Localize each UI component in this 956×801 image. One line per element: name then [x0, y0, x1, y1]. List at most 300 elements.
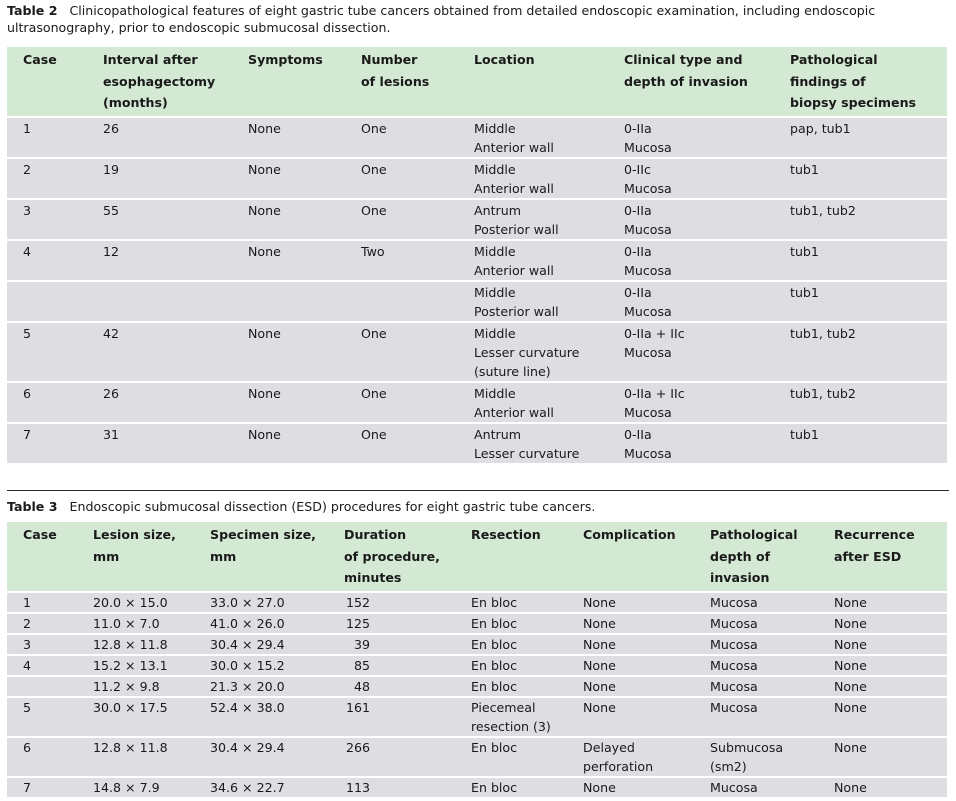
- table3-cell: [567, 675, 694, 696]
- table3-cell-text: Mucosa: [710, 779, 758, 795]
- table2-cell: [7, 321, 87, 381]
- table3-cell: [455, 654, 567, 675]
- table3-cell-text: 3: [23, 636, 32, 652]
- table3-cell-text: En bloc: [471, 657, 518, 673]
- table2-cell: [345, 280, 458, 321]
- table3-cell: [567, 736, 694, 776]
- table3-cell-text: 20.0 × 15.0: [93, 594, 168, 610]
- table2-cell: [608, 116, 774, 157]
- table2-cell: [232, 321, 345, 381]
- table3-cell: [77, 675, 194, 696]
- table3-cell: [694, 654, 818, 675]
- table3-cell-text: 11.2 × 9.8: [93, 678, 160, 694]
- table3-cell-text: Delayed: [583, 739, 635, 755]
- table2-header-cell: [458, 47, 608, 116]
- table2-cell: [7, 381, 87, 422]
- table3-cell: [818, 776, 947, 797]
- table2-cell-text: 26: [103, 120, 120, 136]
- table2-cell-text: One: [361, 161, 387, 177]
- table3-header-cell: [455, 522, 567, 591]
- table2-cell-text: Middle: [474, 243, 516, 259]
- table3-cell: [818, 654, 947, 675]
- table2-cell-text: 2: [23, 161, 32, 177]
- table3-cell-text: 33.0 × 27.0: [210, 594, 285, 610]
- table3-cell-text: 41.0 × 26.0: [210, 615, 285, 631]
- table3-cell: [194, 612, 328, 633]
- table2-cell-text: 42: [103, 325, 120, 341]
- table3-cell-text: None: [583, 636, 616, 652]
- table2-cell: [7, 116, 87, 157]
- table2-cell-text: One: [361, 202, 387, 218]
- table3-cell: [567, 654, 694, 675]
- table2-cell: [7, 239, 87, 280]
- table2-header-cell: [774, 47, 947, 116]
- table-row: [7, 422, 947, 463]
- table2-cell-text: One: [361, 325, 387, 341]
- table2-cell-text: Posterior wall: [474, 221, 559, 237]
- table3-cell: [455, 633, 567, 654]
- table2-cell: [345, 239, 458, 280]
- table3-cell: [567, 696, 694, 736]
- table2-cell: [608, 422, 774, 463]
- table2-cell-text: Middle: [474, 284, 516, 300]
- table3: [7, 522, 947, 797]
- table2-cell: [87, 116, 232, 157]
- table2-cell-text: Mucosa: [624, 445, 672, 461]
- table2-cell-text: One: [361, 426, 387, 442]
- table3-cell-text: 48: [353, 678, 370, 694]
- table2-header-cell: [608, 47, 774, 116]
- table2-cell: [7, 422, 87, 463]
- table2-header-text: Location: [474, 52, 535, 67]
- table2-cell-text: tub1: [790, 161, 819, 177]
- table-row: [7, 116, 947, 157]
- table3-header-text: mm: [210, 548, 237, 564]
- table3-cell: [7, 675, 77, 696]
- table3-cell: [567, 591, 694, 612]
- table3-header-cell: [7, 522, 77, 591]
- table2-cell-text: Mucosa: [624, 139, 672, 155]
- table3-header-cell: [694, 522, 818, 591]
- table3-cell: [7, 654, 77, 675]
- table3-cell: [818, 696, 947, 736]
- table2-header-text: Symptoms: [248, 52, 323, 67]
- table3-cell: [194, 696, 328, 736]
- table3-cell: [455, 736, 567, 776]
- table2-cell: [87, 321, 232, 381]
- table3-cell: [455, 591, 567, 612]
- table3-cell-text: 52.4 × 38.0: [210, 699, 285, 715]
- table3-header-cell: [328, 522, 455, 591]
- table3-cell: [694, 776, 818, 797]
- table2-header-cell: [87, 47, 232, 116]
- table2-header-text: Pathological: [790, 52, 878, 67]
- table2-cell-text: 0-IIa: [624, 120, 652, 136]
- table2-cell: [345, 422, 458, 463]
- table2-cell-text: Mucosa: [624, 180, 672, 196]
- table3-cell-text: 152: [345, 594, 370, 610]
- table3-cell: [7, 696, 77, 736]
- table2-cell: [232, 157, 345, 198]
- table2-header-text: esophagectomy: [103, 73, 216, 89]
- table3-cell-text: Mucosa: [710, 678, 758, 694]
- table2-cell-text: [248, 283, 345, 302]
- table3-cell-text: Mucosa: [710, 615, 758, 631]
- table3-top-rule: [7, 490, 949, 491]
- table3-header-text: Specimen size,: [210, 527, 316, 542]
- table3-cell: [7, 591, 77, 612]
- table3-header-row: [7, 522, 947, 591]
- table3-cell-text: En bloc: [471, 739, 518, 755]
- table3-cell-text: None: [583, 699, 616, 715]
- table3-cell-text: None: [834, 699, 867, 715]
- table2-cell: [345, 381, 458, 422]
- table2-cell: [7, 157, 87, 198]
- table2-cell: [7, 198, 87, 239]
- table3-cell-text: 7: [23, 779, 32, 795]
- table2-cell-text: tub1: [790, 243, 819, 259]
- table3-cell-text: 113: [345, 779, 370, 795]
- table2-cell-text: Two: [361, 243, 385, 259]
- table2-cell: [458, 157, 608, 198]
- table3-cell: [567, 776, 694, 797]
- table3-cell-text: None: [834, 678, 867, 694]
- table-row: [7, 198, 947, 239]
- table2-cell-text: Anterior wall: [474, 180, 554, 196]
- table3-cell-text: (sm2): [710, 758, 747, 774]
- table2-cell: [458, 381, 608, 422]
- table2-header-text: findings of: [790, 73, 866, 89]
- table2-cell-text: Lesser curvature: [474, 445, 580, 461]
- table2-cell: [232, 381, 345, 422]
- table3-cell: [328, 591, 455, 612]
- table2-header-text: Number: [361, 52, 418, 67]
- table3-cell: [194, 736, 328, 776]
- table2-cell-text: 1: [23, 120, 32, 136]
- table2-cell: [774, 116, 947, 157]
- table3-cell-text: 12.8 × 11.8: [93, 636, 168, 652]
- table2-cell-text: 4: [23, 243, 32, 259]
- table2-caption: [7, 2, 949, 36]
- table2-header-text: Interval after: [103, 52, 198, 67]
- table2-cell-text: None: [248, 325, 281, 341]
- table3-cell-text: None: [834, 615, 867, 631]
- table2-header-cell: [232, 47, 345, 116]
- table2-cell: [87, 157, 232, 198]
- table2-cell: [232, 280, 345, 321]
- table2-cell-text: Lesser curvature: [474, 344, 580, 360]
- table2-cell-text: (suture line): [474, 363, 551, 379]
- table3-cell-text: Mucosa: [710, 699, 758, 715]
- table3-cell: [328, 776, 455, 797]
- table3-cell-text: 39: [353, 636, 370, 652]
- table-row: [7, 381, 947, 422]
- table2-cell: [458, 198, 608, 239]
- table3-cell-text: 15.2 × 13.1: [93, 657, 168, 673]
- table3-cell-text: Piecemeal: [471, 699, 536, 715]
- table-row: [7, 776, 947, 797]
- table3-cell-text: 266: [345, 739, 370, 755]
- table2-label: Table 2: [7, 3, 58, 18]
- table2-cell: [87, 381, 232, 422]
- table3-cell-text: En bloc: [471, 779, 518, 795]
- table3-cell: [328, 633, 455, 654]
- table2-cell: [774, 239, 947, 280]
- table2-cell: [232, 198, 345, 239]
- table3-header-text: Case: [23, 527, 57, 542]
- table3-header-cell: [77, 522, 194, 591]
- table2-cell-text: 12: [103, 243, 120, 259]
- table2-cell-text: 0-IIa: [624, 243, 652, 259]
- table3-cell: [328, 675, 455, 696]
- table2-cell-text: None: [248, 243, 281, 259]
- table-row: [7, 612, 947, 633]
- table3-cell-text: 2: [23, 615, 32, 631]
- table2-cell: [458, 280, 608, 321]
- table2-cell-text: Middle: [474, 161, 516, 177]
- table2-cell: [458, 239, 608, 280]
- table2-header-text: Case: [23, 52, 57, 67]
- table3-cell-text: None: [834, 657, 867, 673]
- table2-cell: [232, 422, 345, 463]
- table3-header-text: invasion: [710, 570, 770, 585]
- table2-cell: [774, 157, 947, 198]
- table3-cell-text: 21.3 × 20.0: [210, 678, 285, 694]
- table2: [7, 47, 947, 463]
- table3-cell-text: 14.8 × 7.9: [93, 779, 160, 795]
- table3-cell-text: 85: [353, 657, 370, 673]
- table-row: [7, 157, 947, 198]
- table2-cell-text: 26: [103, 385, 120, 401]
- table3-cell-text: resection (3): [471, 718, 551, 734]
- table-row: [7, 675, 947, 696]
- table2-cell-text: tub1, tub2: [790, 385, 856, 401]
- table3-cell: [77, 633, 194, 654]
- table3-cell: [77, 591, 194, 612]
- table3-cell-text: 4: [23, 657, 32, 673]
- table2-cell-text: 0-IIc: [624, 161, 651, 177]
- table3-cell-text: 1: [23, 594, 32, 610]
- table2-cell: [232, 116, 345, 157]
- table3-cell: [328, 654, 455, 675]
- table2-cell-text: Antrum: [474, 202, 521, 218]
- table2-cell-text: Anterior wall: [474, 262, 554, 278]
- table3-cell: [567, 633, 694, 654]
- table3-cell: [77, 654, 194, 675]
- table2-header-cell: [7, 47, 87, 116]
- table3-cell-text: Mucosa: [710, 657, 758, 673]
- table3-cell-text: None: [834, 779, 867, 795]
- table2-cell-text: Anterior wall: [474, 139, 554, 155]
- table3-cell: [818, 675, 947, 696]
- table3-header-text: Recurrence: [834, 527, 915, 542]
- table3-cell: [567, 612, 694, 633]
- table3-header-text: minutes: [344, 570, 402, 585]
- table2-cell-text: [103, 283, 232, 302]
- table3-cell-text: 30.0 × 15.2: [210, 657, 285, 673]
- table3-cell: [328, 612, 455, 633]
- table3-header-text: Resection: [471, 527, 541, 542]
- table2-cell-text: Antrum: [474, 426, 521, 442]
- table3-cell: [694, 736, 818, 776]
- table3-cell: [818, 736, 947, 776]
- table3-cell: [194, 633, 328, 654]
- table3-cell-text: En bloc: [471, 636, 518, 652]
- table3-cell: [694, 612, 818, 633]
- table3-cell-text: En bloc: [471, 594, 518, 610]
- table2-cell: [774, 381, 947, 422]
- table3-cell: [818, 612, 947, 633]
- table2-cell-text: Mucosa: [624, 404, 672, 420]
- table2-cell-text: One: [361, 385, 387, 401]
- table3-cell-text: 30.0 × 17.5: [93, 699, 168, 715]
- table2-cell-text: None: [248, 161, 281, 177]
- table2-header-text: (months): [103, 95, 168, 110]
- table3-cell-text: 34.6 × 22.7: [210, 779, 285, 795]
- table2-caption-text: Clinicopathological features of eight gastric tube cancers obtained from detailed endoscopic examination, including endoscopic ultrasonography, prior to endoscopic submucosal dissection.: [7, 3, 876, 35]
- table3-cell-text: None: [834, 594, 867, 610]
- table2-cell-text: pap, tub1: [790, 120, 851, 136]
- table3-cell-text: 5: [23, 699, 32, 715]
- table3-caption: [7, 498, 949, 515]
- table3-header-text: of procedure,: [344, 548, 440, 564]
- table2-cell-text: Middle: [474, 325, 516, 341]
- table2-cell: [87, 422, 232, 463]
- table2-cell: [87, 198, 232, 239]
- table3-cell: [818, 633, 947, 654]
- table-row: [7, 736, 947, 776]
- table2-cell: [608, 198, 774, 239]
- table2-header-text: of lesions: [361, 73, 430, 89]
- table2-cell-text: 6: [23, 385, 32, 401]
- table2-cell: [87, 239, 232, 280]
- table3-label: Table 3: [7, 499, 58, 514]
- table3-cell: [328, 736, 455, 776]
- table2-cell: [774, 280, 947, 321]
- table3-cell: [455, 776, 567, 797]
- table3-cell: [77, 736, 194, 776]
- table3-cell: [455, 696, 567, 736]
- table3-cell-text: Mucosa: [710, 636, 758, 652]
- table3-cell-text: 161: [345, 699, 370, 715]
- table3-cell-text: [23, 677, 77, 696]
- table3-header-text: after ESD: [834, 548, 902, 564]
- table3-cell: [7, 776, 77, 797]
- table2-cell-text: None: [248, 202, 281, 218]
- table2-header-text: depth of invasion: [624, 73, 748, 89]
- table-row: [7, 321, 947, 381]
- table2-cell-text: 5: [23, 325, 32, 341]
- table2-cell: [87, 280, 232, 321]
- table2-cell-text: 19: [103, 161, 120, 177]
- table2-cell-text: Anterior wall: [474, 404, 554, 420]
- table3-header-text: Pathological: [710, 527, 798, 542]
- table-row: [7, 591, 947, 612]
- table2-cell-text: Middle: [474, 120, 516, 136]
- table2-cell: [345, 116, 458, 157]
- table2-cell-text: tub1, tub2: [790, 202, 856, 218]
- table3-header-text: mm: [93, 548, 120, 564]
- table3-cell: [694, 675, 818, 696]
- table3-header-text: Complication: [583, 527, 676, 542]
- table2-cell: [458, 321, 608, 381]
- table3-cell: [7, 736, 77, 776]
- table3-cell-text: None: [834, 636, 867, 652]
- table2-cell-text: One: [361, 120, 387, 136]
- table2-cell-text: 0-IIa + IIc: [624, 325, 685, 341]
- table2-cell: [345, 198, 458, 239]
- table-row: [7, 654, 947, 675]
- table3-cell-text: 125: [345, 615, 370, 631]
- table3-cell: [194, 776, 328, 797]
- table2-cell: [232, 239, 345, 280]
- table3-cell: [455, 612, 567, 633]
- table2-cell: [458, 422, 608, 463]
- table3-cell-text: 6: [23, 739, 32, 755]
- table3-cell-text: None: [583, 594, 616, 610]
- table2-cell: [608, 280, 774, 321]
- table2-cell: [774, 422, 947, 463]
- table3-cell-text: Submucosa: [710, 739, 784, 755]
- table3-cell-text: 30.4 × 29.4: [210, 739, 285, 755]
- table2-cell-text: 7: [23, 426, 32, 442]
- table2-cell-text: Mucosa: [624, 262, 672, 278]
- table2-cell-text: Posterior wall: [474, 303, 559, 319]
- table2-cell: [608, 239, 774, 280]
- table3-cell-text: En bloc: [471, 615, 518, 631]
- table2-cell-text: 0-IIa: [624, 284, 652, 300]
- table3-header-cell: [818, 522, 947, 591]
- table2-header-text: Clinical type and: [624, 52, 743, 67]
- table-row: [7, 280, 947, 321]
- table3-header-text: Duration: [344, 527, 407, 542]
- table2-cell-text: 55: [103, 202, 120, 218]
- table2-cell-text: [361, 283, 458, 302]
- table2-cell-text: None: [248, 385, 281, 401]
- table3-header-cell: [194, 522, 328, 591]
- table2-cell-text: 0-IIa: [624, 202, 652, 218]
- table2-cell: [774, 321, 947, 381]
- table3-header-text: Lesion size,: [93, 527, 176, 542]
- table3-cell-text: None: [583, 657, 616, 673]
- table3-cell-text: None: [834, 739, 867, 755]
- table2-header-text: biopsy specimens: [790, 95, 917, 110]
- table3-cell: [194, 591, 328, 612]
- table3-caption-text: Endoscopic submucosal dissection (ESD) procedures for eight gastric tube cancers.: [69, 499, 596, 514]
- table3-cell: [7, 612, 77, 633]
- table3-header-cell: [567, 522, 694, 591]
- table2-cell-text: None: [248, 120, 281, 136]
- table3-cell-text: 11.0 × 7.0: [93, 615, 160, 631]
- table3-cell: [77, 776, 194, 797]
- table2-cell-text: None: [248, 426, 281, 442]
- table2-cell-text: Mucosa: [624, 344, 672, 360]
- table2-cell-text: tub1, tub2: [790, 325, 856, 341]
- table-row: [7, 633, 947, 654]
- table2-cell-text: Mucosa: [624, 303, 672, 319]
- table2-header-row: [7, 47, 947, 116]
- table2-cell: [774, 198, 947, 239]
- table3-cell: [194, 654, 328, 675]
- table2-cell: [7, 280, 87, 321]
- table3-cell: [77, 696, 194, 736]
- table3-cell: [694, 696, 818, 736]
- table2-cell: [608, 381, 774, 422]
- table3-cell: [77, 612, 194, 633]
- table2-cell: [345, 157, 458, 198]
- table3-cell: [455, 675, 567, 696]
- table2-cell-text: [23, 283, 87, 302]
